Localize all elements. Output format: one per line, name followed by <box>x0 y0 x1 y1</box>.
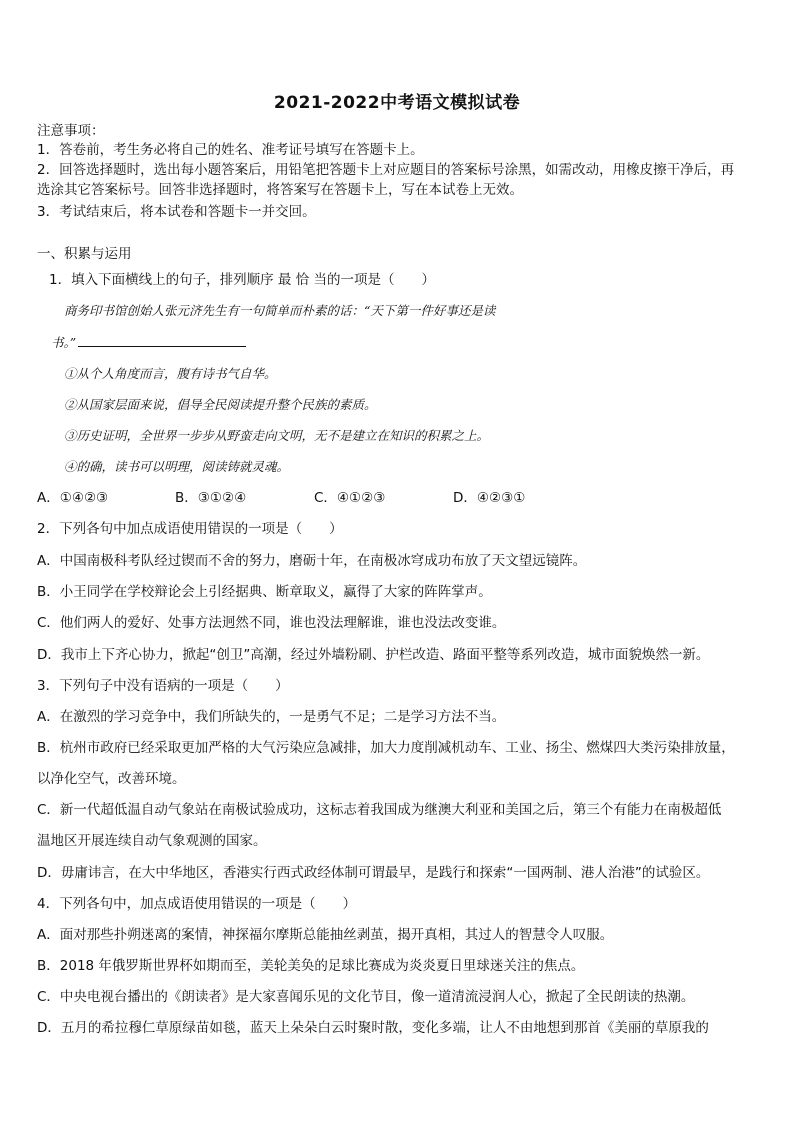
q3-option-a: A．在激烈的学习竞争中，我们所缺失的，一是勇气不足；二是学习方法不当。 <box>37 709 506 725</box>
q2-option-a: A．中国南极科考队经过锲而不舍的努力，磨砺十年，在南极冰穹成功布放了天文望远镜阵。 <box>37 553 587 569</box>
notice-item-1: 1．答卷前，考生务必将自己的姓名、准考证号填写在答题卡上。 <box>37 142 424 158</box>
q1-sentence-2: ②从国家层面来说，倡导全民阅读提升整个民族的素质。 <box>64 397 377 412</box>
q1-option-d: D．④②③① <box>453 490 526 506</box>
q1-option-a: A．①④②③ <box>37 490 109 506</box>
q2-option-b: B．小王同学在学校辩论会上引经据典、断章取义，赢得了大家的阵阵掌声。 <box>37 584 492 600</box>
q2-option-d: D．我市上下齐心协力，掀起“创卫”高潮，经过外墙粉刷、护栏改造、路面平整等系列改造，城市面貌焕然一新。 <box>37 647 710 663</box>
q2-stem: 2．下列各句中加点成语使用错误的一项是（ ） <box>37 521 343 537</box>
q1-option-b: B．③①②④ <box>175 490 247 506</box>
q1-passage-line2 <box>51 334 248 352</box>
q2-option-c: C．他们两人的爱好、处事方法迥然不同，谁也没法理解谁，谁也没法改变谁。 <box>37 615 506 631</box>
q4-option-a: A．面对那些扑朔迷离的案情，神探福尔摩斯总能抽丝剥茧，揭开真相，其过人的智慧令人叹服。 <box>37 927 614 943</box>
q1-sentence-4: ④的确，读书可以明理，阅读铸就灵魂。 <box>64 459 290 474</box>
q1-passage-line1: 商务印书馆创始人张元济先生有一句简单而朴素的话：“天下第一件好事还是读 <box>64 303 496 318</box>
q3-option-d: D．毋庸讳言，在大中华地区，香港实行西式政经体制可谓最早，是践行和探索“一国两制、港人治港”的试验区。 <box>37 865 710 881</box>
q4-option-d: D．五月的希拉穆仁草原绿苗如毯，蓝天上朵朵白云时聚时散，变化多端，让人不由地想到那首《美丽的草原我的 <box>37 1020 709 1036</box>
q3-option-c-cont: 温地区开展连续自动气象观测的国家。 <box>37 833 267 849</box>
section-heading: 一、积累与运用 <box>37 246 132 262</box>
notice-item-2: 2．回答选择题时，选出每小题答案后，用铅笔把答题卡上对应题目的答案标号涂黑，如需改动，用橡皮擦干净后，再 <box>37 162 735 178</box>
q3-option-c: C．新一代超低温自动气象站在南极试验成功，这标志着我国成为继澳大利亚和美国之后，第三个有能力在南极超低 <box>37 802 722 818</box>
q1-option-c: C．④①②③ <box>314 490 386 506</box>
q4-option-b: B．2018 年俄罗斯世界杯如期而至，美轮美奂的足球比赛成为炎炎夏日里球迷关注的焦点。 <box>37 958 585 974</box>
notice-heading: 注意事项： <box>37 123 105 139</box>
q3-option-b-cont: 以净化空气，改善环境。 <box>37 771 186 787</box>
q3-option-b: B．杭州市政府已经采取更加严格的大气污染应急减排，加大力度削减机动车、工业、扬尘、燃煤四大类污染排放量， <box>37 740 735 756</box>
notice-item-2-cont: 选涂其它答案标号。回答非选择题时，将答案写在答题卡上，写在本试卷上无效。 <box>37 182 523 198</box>
q1-sentence-1: ①从个人角度而言，腹有诗书气自华。 <box>64 366 277 381</box>
answer-blank <box>78 334 246 347</box>
q4-stem: 4．下列各句中，加点成语使用错误的一项是（ ） <box>37 896 357 912</box>
q4-option-c: C．中央电视台播出的《朗读者》是大家喜闻乐见的文化节目，像一道清流浸润人心，掀起了全民朗读的热潮。 <box>37 989 695 1005</box>
notice-item-3: 3．考试结束后，将本试卷和答题卡一并交回。 <box>37 204 316 220</box>
q1-sentence-3: ③历史证明，全世界一步步从野蛮走向文明，无不是建立在知识的积累之上。 <box>64 428 490 443</box>
q1-stem: 1．填入下面横线上的句子，排列顺序 最 恰 当的一项是（ ） <box>49 272 435 288</box>
q1-passage-line2-text: 书。” <box>51 335 77 350</box>
q3-stem: 3．下列句子中没有语病的一项是（ ） <box>37 678 289 694</box>
page-title: 2021-2022中考语文模拟试卷 <box>273 93 521 113</box>
